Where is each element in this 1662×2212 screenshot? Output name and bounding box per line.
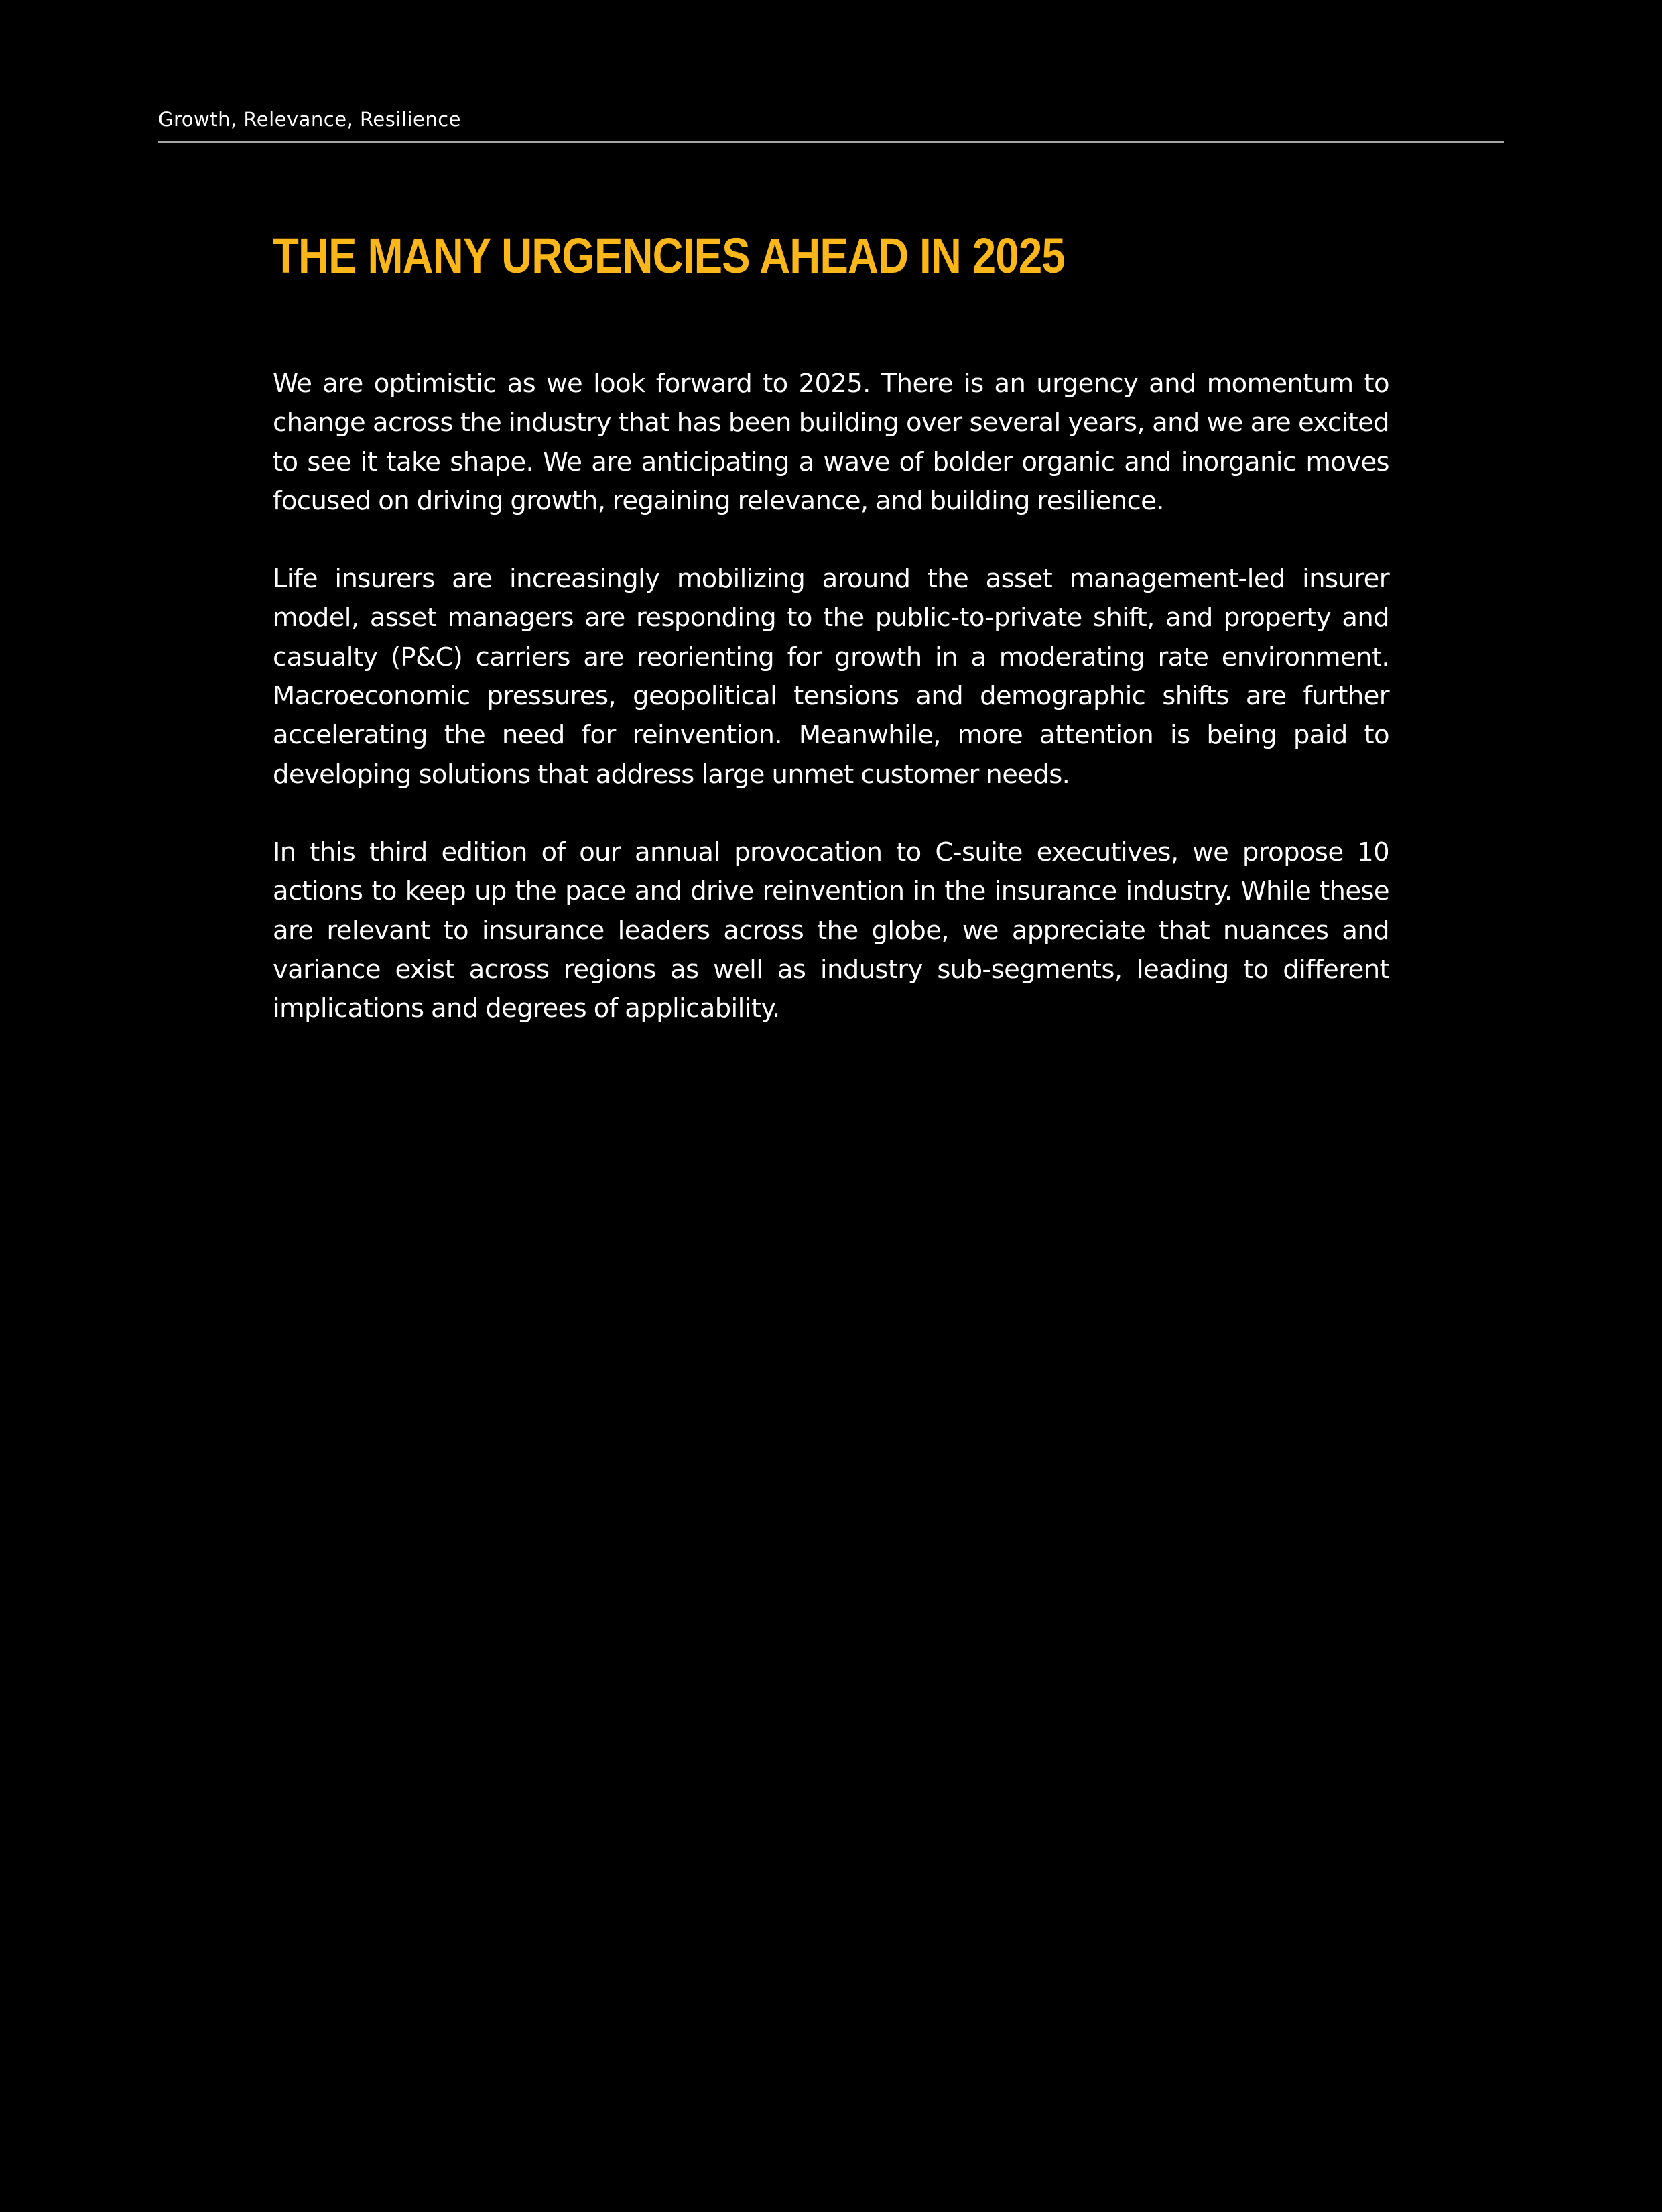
running-header-title: Growth, Relevance, Resilience [158, 108, 462, 131]
body-paragraph-3: In this third edition of our annual provocation to C-suite executives, we propose 10 actions to keep up the pace and drive reinvention in the insurance industry. While these are relevant to insurance leaders across the globe, we appreciate that nuances and variance exist across regions as well as industry sub-segments, leading to different implications and degrees of applicability. [273, 837, 1389, 1024]
running-header [158, 106, 1504, 143]
page-title: THE MANY URGENCIES AHEAD IN 2025 [273, 228, 1065, 284]
article-body [273, 365, 1389, 1067]
body-paragraph-2: Life insurers are increasingly mobilizing around the asset management-led insurer model, asset managers are responding to the public-to-private shift, and property and casualty (P&C) carriers are reorienting for growth in a moderating rate environment. Macroeconomic pressures, geopolitical tensions and demographic shifts are further accelerating the need for reinvention. Meanwhile, more attention is being paid to developing solutions that address large unmet customer needs. [273, 564, 1389, 790]
body-paragraph-1: We are optimistic as we look forward to 2025. There is an urgency and momentum to change across the industry that has been building over several years, and we are excited to see it take shape. We are anticipating a wave of bolder organic and inorganic moves focused on driving growth, regaining relevance, and building resilience. [273, 369, 1389, 516]
